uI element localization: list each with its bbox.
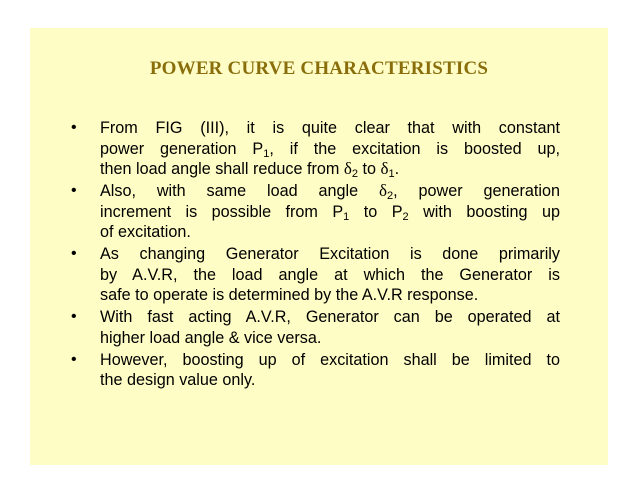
bullet-line: by A.V.R, the load angle at which the Generator is [100,265,560,284]
subscript: 1 [388,168,395,180]
slide [30,28,608,465]
bullet-line: of excitation. [100,223,191,241]
bullet-line: power generation $P_1$, if the excitation is boosted up, [100,139,561,160]
subscript: 1 [343,210,350,223]
bullet-mark: • [71,350,77,368]
bullet-mark: • [71,245,77,262]
delta-symbol: δ [380,159,389,178]
delta-symbol: δ [379,181,388,200]
subscript: 2 [351,168,359,180]
bullet-mark: • [71,308,77,325]
bullet-line: then load angle shall reduce from $\delta_2$ to $\delta_1$. [100,159,400,180]
bullet-list [70,118,560,392]
bullet-item [70,181,560,243]
delta-symbol: δ [343,159,352,178]
slide-title: POWER CURVE CHARACTERISTICS [149,58,489,79]
bullet-line: With fast acting A.V.R, Generator can be operated at [100,308,560,326]
bullet-item [70,244,560,306]
bullet-line: From FIG (III), it is quite clear that with constant [100,119,560,137]
bullet-item [70,118,560,180]
bullet-item [70,350,560,391]
subscript: 2 [402,210,409,223]
bullet-line: Also, with same load angle $\delta_2$, power generation [100,181,560,202]
bullet-line: the design value only. [100,371,256,389]
bullet-line: increment is possible from $P_1$ to $P_2$ with boosting up [100,202,560,223]
bullet-item [70,307,560,348]
bullet-line: higher load angle & vice versa. [100,328,322,347]
bullet-mark: • [71,182,77,199]
bullet-line: safe to operate is determined by the A.V.R response. [100,286,479,304]
subscript: 2 [387,190,394,202]
bullet-mark: • [71,119,77,136]
bullet-line: However, boosting up of excitation shall be limited to [100,350,560,369]
bullet-line: As changing Generator Excitation is done primarily [100,245,560,263]
subscript: 1 [263,147,270,160]
